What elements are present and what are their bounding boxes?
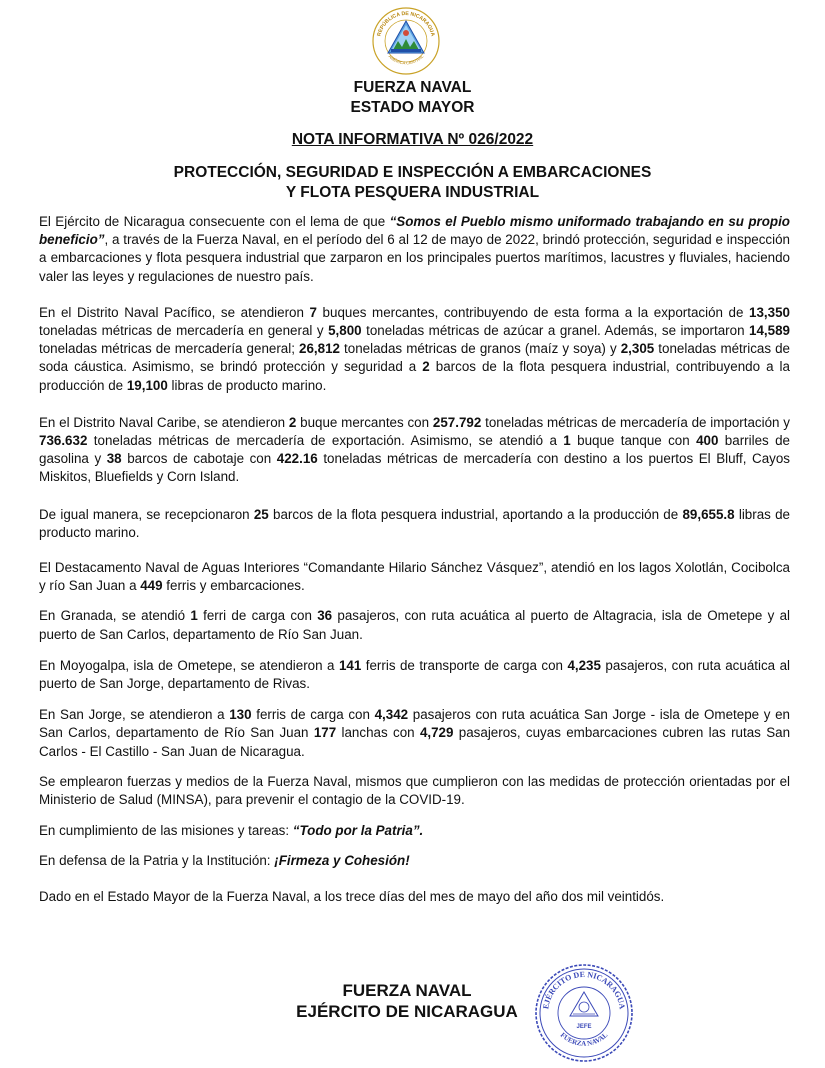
- stamp-ring-text: EJÉRCITO DE NICARAGUA: [541, 969, 627, 1010]
- signature-line2: EJÉRCITO DE NICARAGUA: [296, 1002, 518, 1021]
- official-stamp-icon: [533, 962, 635, 1064]
- document-title-line1: PROTECCIÓN, SEGURIDAD E INSPECCIÓN A EMBARCACIONES: [173, 164, 652, 181]
- paragraph-inland-waters: El Destacamento Naval de Aguas Interiores “Comandante Hilario Sánchez Vásquez”, atendió en los lagos Xolotlán, Cocibolca y río San Juan a 449 ferris y embarcaciones.: [39, 560, 790, 594]
- paragraph-covid-measures: Se emplearon fuerzas y medios de la Fuerza Naval, mismos que cumplieron con las medidas de protección orientadas por el Ministerio de Salud (MINSA), para prevenir el contagio de la COVID-19.: [39, 773, 790, 808]
- note-number: NOTA INFORMATIVA Nº 026/2022: [291, 131, 534, 148]
- paragraph-moyogalpa: En Moyogalpa, isla de Ometepe, se atendieron a 141 ferris de transporte de carga con 4,235 pasajeros, con ruta acuática al puerto de San Jorge, departamento de Rivas.: [39, 657, 790, 692]
- nicaragua-coat-of-arms-icon: [371, 6, 441, 76]
- org-name: FUERZA NAVAL: [353, 79, 472, 96]
- svg-text:AMÉRICA CENTRAL: [388, 53, 425, 65]
- paragraph-caribbean: En el Distrito Naval Caribe, se atendieron 2 buque mercantes con 257.792 toneladas métricas de mercadería de importación y 736.632 toneladas métricas de mercadería de exportación. Asimismo, se atendió a 1 buque tanque con 400 barriles de gasolina y 38 barcos de cabotaje con 422.16 toneladas métricas de mercadería con destino a los puertos El Bluff, Cayos Miskitos, Bluefields y Corn Island.: [39, 414, 790, 485]
- paragraph-san-jorge: En San Jorge, se atendieron a 130 ferris de carga con 4,342 pasajeros con ruta acuática San Jorge - isla de Ometepe y en San Carlos, departamento de Río San Juan 177 lanchas con 4,729 pasajeros, cuyas embarcaciones cubren las rutas San Carlos - El Castillo - San Juan de Nicaragua.: [39, 707, 791, 759]
- stamp-bottom-text: FUERZA NAVAL: [558, 1031, 610, 1048]
- seal-bottom-text: AMÉRICA CENTRAL: [387, 53, 425, 66]
- document-body: [39, 213, 790, 906]
- paragraph-mission-motto: En cumplimiento de las misiones y tareas: “Todo por la Patria”.: [39, 823, 424, 839]
- paragraph-fishing-fleet: De igual manera, se recepcionaron 25 barcos de la flota pesquera industrial, aportando a la producción de 89,655.8 libras de producto marino.: [39, 506, 790, 540]
- paragraph-closing-date: Dado en el Estado Mayor de la Fuerza Naval, a los trece días del mes de mayo del año dos mil veintidós.: [39, 888, 665, 904]
- stamp-center-text: JEFE: [576, 1024, 592, 1030]
- paragraph-pacific: En el Distrito Naval Pacífico, se atendieron 7 buques mercantes, contribuyendo de esta forma a la exportación de 13,350 toneladas métricas de mercadería en general y 5,800 toneladas métricas de azúcar a granel. Además, se importaron 14,589 toneladas métricas de mercadería general; 26,812 toneladas métricas de granos (maíz y soya) y 2,305 toneladas métricas de soda cáustica. Asimismo, se brindó protección y seguridad a 2 barcos de la flota pesquera industrial, contribuyendo a la producción de 19,100 libras de producto marino.: [39, 304, 790, 393]
- paragraph-defense-motto: En defensa de la Patria y la Institución: ¡Firmeza y Cohesión!: [39, 853, 410, 869]
- seal-ring-text: REPÚBLICA DE NICARAGUA: [376, 10, 436, 38]
- paragraph-intro: El Ejército de Nicaragua consecuente con el lema de que “Somos el Pueblo mismo uniformado trabajando en su propio beneficio”, a través de la Fuerza Naval, en el período del 6 al 12 de mayo de 2022, brindó protección, seguridad e inspección a embarcaciones y flota pesquera industrial que zarparon en los principales puertos marítimos, lacustres y fluviales, haciendo valer las leyes y regulaciones de nuestro país.: [39, 214, 790, 284]
- signature-line1: FUERZA NAVAL: [342, 981, 472, 1000]
- unit-name: ESTADO MAYOR: [350, 99, 475, 116]
- paragraph-granada: En Granada, se atendió 1 ferri de carga con 36 pasajeros, con ruta acuática al puerto de Altagracia, isla de Ometepe y al puerto de San Carlos, departamento de Río San Juan.: [39, 608, 790, 642]
- document-title-line2: Y FLOTA PESQUERA INDUSTRIAL: [285, 184, 540, 201]
